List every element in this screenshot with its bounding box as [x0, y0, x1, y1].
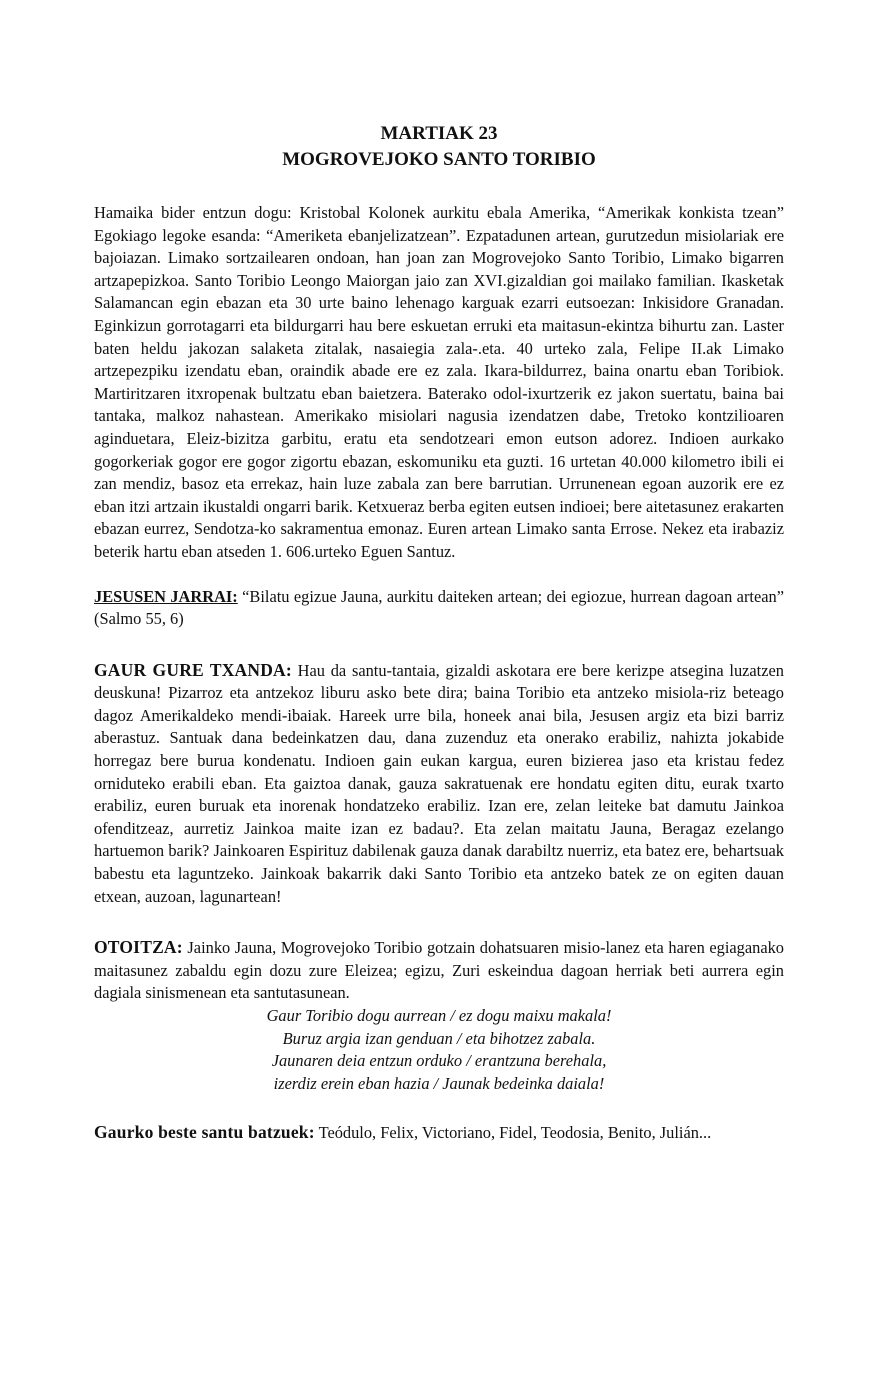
jesusen-jarrai-label: JESUSEN JARRAI: — [94, 586, 238, 606]
gaur-gure-txanda-paragraph — [94, 659, 784, 909]
intro-text: Hamaika bider entzun dogu: Kristobal Kolonek aurkitu ebala Amerika, “Amerikak konkista tzean” Egokiago legoke esanda: “Ameriketa ebanjelizatzean”. Ezpatadunen artean, gurutzedun misiolariak ere bajoiazan. Limako sortzailearen ondoan, han joan zan Mogrovejoko Santo Toribio, Limako bigarren artzapepizkoa. Santo Toribio Leongo Maiorgan jaio zan XVI.gizaldian goi mailako familian. Ikasketak Salamancan egin ebazan eta 30 urte baino lehenago karguak ezarri eutsoezan: Inkisidore Granadan. Eginkizun gorrotagarri eta bildurgarri hau bere eskuetan erruki eta maitasun-ekintza bihurtu zan. Laster baten heldu jakozan salaketa zitalak, nasaiegia zala-.eta. 40 urteko zala, Felipe II.ak Limako artzepezpiku izendatu eban, oraindik abade ere ez zala. Ikara-bildurrez, baina onartu eban Toribiok. Martiritzaren itxropenak bultzatu eban baietzera. Baterako odol-ixurtzerik ez jakon suertatu, baina bai tantaka, malkoz nahastean. Amerikako misiolari nagusia izendatzen dabe, Tretoko kontzilioaren aginduetara, Eleiz-bizitza garbitu, eratu eta sendotzeari emon eutson adorez. Indioen aurkako gogorkeriak gogor ere gogor zigortu ebazan, eskomuniku eta guzti. 16 urtetan 40.000 kilometro ibili ei zan mendiz, basoz eta errekaz, hain luze zabala zan bere barrutian. Urrunenean egoan auzorik ere ez eban itzi artzain ikustaldi ongarri barik. Ketxueraz berba egiten eutsen indioei; bere aitetasunez erakarten ebazan eurrez, Sendotza-ko sakramentua emonaz. Euren artean Limako santa Errose. Nekez eta irabaziz beterik hartu eban atseden 1. 606.urteko Eguen Santuz. — [94, 203, 784, 561]
poem-line-2: Buruz argia izan genduan / eta bihotzez zabala. — [282, 1028, 596, 1048]
gaur-gure-txanda-text: Hau da santu-tantaia, gizaldi askotara ere bere kerizpe atsegina luzatzen deuskuna! Pizarroz eta antzekoz liburu asko bete dira; baina Toribio eta antzeko misiola-riz beteago dagoz Amerikaldeko mendi-ibaiak. Hareek urre bila, honeek anai bila, Jesusen argiz eta bizi barriz aberastuz. Santuak dana bedeinkatzen dau, dana zuzenduz eta onerako erabiliz, nahizta jokabide horregaz bere burua kondenatu. Indioen gain eukan kargua, euren bizierea jaso eta kristau fedez orniduteko erabili eban. Eta gaiztoa danak, gauza sakratuenak ere hondatu egiten ditu, eurak txarto erabiliz, euren buruak eta inorenak hondatzeko erabiliz. Izan ere, zelan leiteke bat damutu Jainkoa ofenditzeaz, aurretiz Jainkoa maite izan ez badau?. Eta zelan maitatu Jauna, Beragaz ezelango hartuemon barik? Jainkoaren Espirituz dabilenak gauza danak darabiltz nuerriz, eta batez ere, behartsuak babestu eta laguntzeko. Jainkoak bakarrik daki Santo Toribio eta antzeko batek ze on egiten dauan etxean, auzoan, lagunartean! — [94, 660, 784, 906]
document-page — [94, 122, 784, 1145]
jesusen-jarrai-text: “Bilatu egizue Jauna, aurkitu daiteken artean; dei egiozue, hurrean dagoan artean” (Salmo 55, 6) — [94, 586, 784, 629]
poem — [94, 1005, 784, 1095]
gaur-gure-txanda-label: GAUR GURE TXANDA: — [94, 659, 292, 680]
poem-line-4: izerdiz erein eban hazia / Jaunak bedeinka daiala! — [273, 1073, 605, 1093]
other-saints-label: Gaurko beste santu batzuek: — [94, 1122, 315, 1143]
intro-paragraph — [94, 202, 784, 564]
other-saints-paragraph — [94, 1121, 784, 1145]
otoitza-label: OTOITZA: — [94, 937, 183, 958]
poem-line-1: Gaur Toribio dogu aurrean / ez dogu maixu makala! — [266, 1006, 612, 1025]
jesusen-jarrai-paragraph — [94, 586, 784, 631]
other-saints-text: Teódulo, Felix, Victoriano, Fidel, Teodosia, Benito, Julián... — [314, 1123, 712, 1143]
page-date: MARTIAK 23 — [380, 123, 498, 144]
poem-line-3: Jaunaren deia entzun orduko / erantzuna berehala, — [271, 1051, 607, 1071]
page-title: MOGROVEJOKO SANTO TORIBIO — [282, 149, 596, 170]
otoitza-text: Jainko Jauna, Mogrovejoko Toribio gotzain dohatsuaren misio-lanez eta haren egiaganako maitasunez zabaldu egin dozu zure Eleizea; egizu, Zuri eskeindua dagoan herriak beti aurrera egin dagiala sinismenean eta santutasunean. — [94, 938, 784, 1003]
otoitza-paragraph — [94, 936, 784, 1005]
